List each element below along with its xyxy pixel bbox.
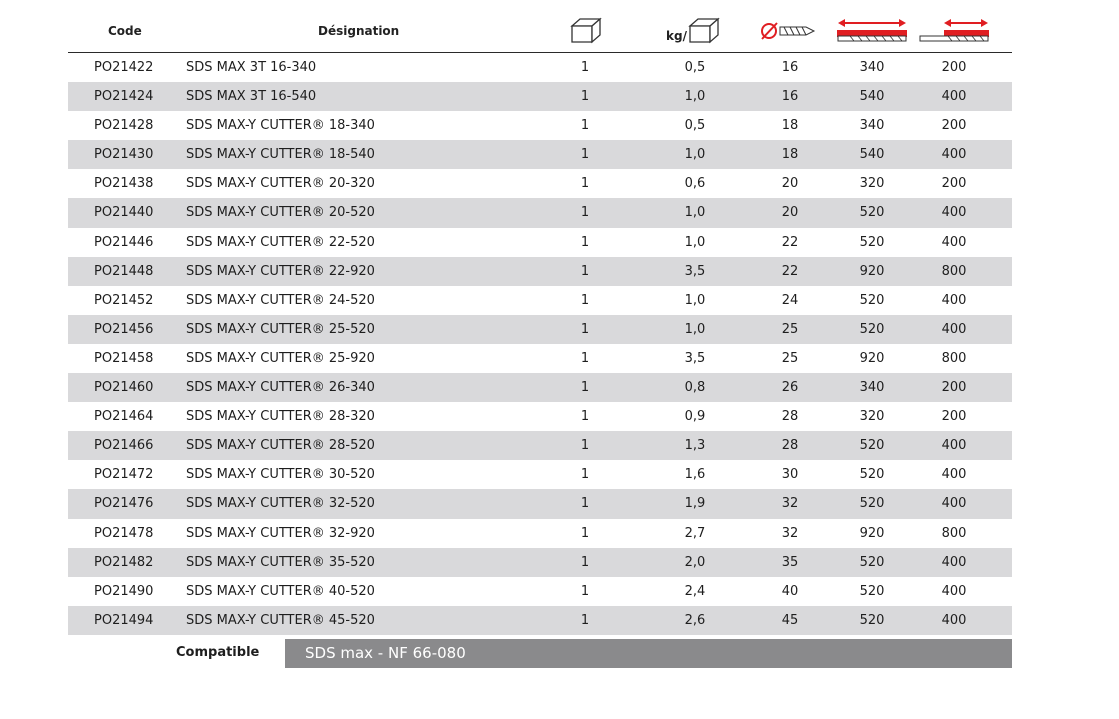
cell-diameter: 40 xyxy=(781,583,799,599)
cell-working-length: 400 xyxy=(941,234,967,250)
cell-code: PO21448 xyxy=(94,263,154,279)
cell-code: PO21472 xyxy=(94,467,154,483)
cell-working-length: 200 xyxy=(941,60,967,75)
cell-designation: SDS MAX-Y CUTTER® 40-520 xyxy=(186,583,375,599)
cell-length: 540 xyxy=(859,147,885,163)
cell-designation: SDS MAX-Y CUTTER® 28-320 xyxy=(186,409,375,425)
cell-length: 340 xyxy=(859,118,885,134)
cell-weight: 1,0 xyxy=(684,292,706,308)
cell-code: PO21478 xyxy=(94,525,154,541)
cell-quantity: 1 xyxy=(580,525,590,541)
cell-quantity: 1 xyxy=(580,350,590,366)
diameter-drill-icon xyxy=(760,20,816,42)
cell-designation: SDS MAX-Y CUTTER® 32-520 xyxy=(186,496,375,512)
header-weight: kg/ xyxy=(666,29,687,43)
cell-working-length: 400 xyxy=(941,438,967,454)
cell-designation: SDS MAX-Y CUTTER® 28-520 xyxy=(186,438,375,454)
cell-quantity: 1 xyxy=(580,147,590,163)
table-row xyxy=(68,286,1012,315)
cell-working-length: 800 xyxy=(941,263,967,279)
cell-diameter: 16 xyxy=(781,89,799,105)
cell-weight: 1,6 xyxy=(684,467,706,483)
table-row xyxy=(68,548,1012,577)
cell-working-length: 400 xyxy=(941,612,967,628)
cell-quantity: 1 xyxy=(580,612,590,628)
cell-diameter: 32 xyxy=(781,496,799,512)
cell-code: PO21446 xyxy=(94,234,154,250)
cell-code: PO21490 xyxy=(94,583,154,599)
cell-code: PO21482 xyxy=(94,554,154,570)
cell-length: 520 xyxy=(859,583,885,599)
cell-weight: 1,0 xyxy=(684,321,706,337)
table-row xyxy=(68,53,1012,82)
compatible-value: SDS max - NF 66-080 xyxy=(305,644,466,662)
cell-length: 520 xyxy=(859,234,885,250)
cell-length: 520 xyxy=(859,467,885,483)
cell-working-length: 400 xyxy=(941,321,967,337)
table-row xyxy=(68,344,1012,373)
table-row xyxy=(68,111,1012,140)
cell-diameter: 35 xyxy=(781,554,799,570)
cell-diameter: 22 xyxy=(781,234,799,250)
cell-designation: SDS MAX-Y CUTTER® 25-920 xyxy=(186,350,375,366)
cell-weight: 0,8 xyxy=(684,380,706,396)
box-icon xyxy=(570,16,602,44)
cell-diameter: 16 xyxy=(781,60,799,75)
cell-designation: SDS MAX 3T 16-340 xyxy=(186,60,317,75)
cell-working-length: 200 xyxy=(941,380,967,396)
cell-diameter: 30 xyxy=(781,467,799,483)
cell-weight: 0,5 xyxy=(684,60,706,75)
cell-working-length: 200 xyxy=(941,409,967,425)
cell-working-length: 400 xyxy=(941,496,967,512)
cell-quantity: 1 xyxy=(580,234,590,250)
table-row xyxy=(68,489,1012,518)
table-row xyxy=(68,82,1012,111)
total-length-icon xyxy=(836,16,908,44)
cell-quantity: 1 xyxy=(580,292,590,308)
cell-designation: SDS MAX-Y CUTTER® 18-540 xyxy=(186,147,375,163)
table-row xyxy=(68,519,1012,548)
cell-length: 340 xyxy=(859,60,885,75)
cell-length: 920 xyxy=(859,350,885,366)
cell-code: PO21424 xyxy=(94,89,154,105)
weight-box-icon xyxy=(688,16,720,44)
cell-weight: 3,5 xyxy=(684,263,706,279)
cell-code: PO21494 xyxy=(94,612,154,628)
cell-code: PO21458 xyxy=(94,350,154,366)
cell-designation: SDS MAX-Y CUTTER® 35-520 xyxy=(186,554,375,570)
cell-working-length: 800 xyxy=(941,525,967,541)
cell-length: 320 xyxy=(859,176,885,192)
cell-weight: 3,5 xyxy=(684,350,706,366)
cell-quantity: 1 xyxy=(580,554,590,570)
cell-weight: 0,9 xyxy=(684,409,706,425)
cell-code: PO21430 xyxy=(94,147,154,163)
cell-code: PO21466 xyxy=(94,438,154,454)
cell-weight: 2,7 xyxy=(684,525,706,541)
table-body xyxy=(68,53,1012,635)
cell-code: PO21452 xyxy=(94,292,154,308)
cell-length: 520 xyxy=(859,205,885,221)
cell-designation: SDS MAX-Y CUTTER® 22-520 xyxy=(186,234,375,250)
cell-code: PO21428 xyxy=(94,118,154,134)
cell-working-length: 400 xyxy=(941,554,967,570)
cell-quantity: 1 xyxy=(580,89,590,105)
cell-working-length: 400 xyxy=(941,147,967,163)
cell-quantity: 1 xyxy=(580,496,590,512)
cell-code: PO21440 xyxy=(94,205,154,221)
cell-weight: 1,0 xyxy=(684,234,706,250)
header-designation: Désignation xyxy=(318,24,400,38)
cell-code: PO21422 xyxy=(94,60,154,75)
cell-weight: 1,9 xyxy=(684,496,706,512)
cell-working-length: 800 xyxy=(941,350,967,366)
cell-working-length: 200 xyxy=(941,118,967,134)
cell-diameter: 20 xyxy=(781,205,799,221)
working-length-icon xyxy=(918,16,990,44)
cell-code: PO21460 xyxy=(94,380,154,396)
cell-diameter: 24 xyxy=(781,292,799,308)
cell-designation: SDS MAX-Y CUTTER® 22-920 xyxy=(186,263,375,279)
table-row xyxy=(68,140,1012,169)
cell-diameter: 25 xyxy=(781,321,799,337)
cell-diameter: 32 xyxy=(781,525,799,541)
cell-length: 320 xyxy=(859,409,885,425)
compatible-label: Compatible xyxy=(176,645,260,660)
table-row xyxy=(68,577,1012,606)
cell-diameter: 25 xyxy=(781,350,799,366)
cell-weight: 1,3 xyxy=(684,438,706,454)
cell-working-length: 400 xyxy=(941,467,967,483)
cell-weight: 1,0 xyxy=(684,89,706,105)
table-row xyxy=(68,315,1012,344)
table-row xyxy=(68,431,1012,460)
cell-weight: 1,0 xyxy=(684,147,706,163)
cell-designation: SDS MAX-Y CUTTER® 20-520 xyxy=(186,205,375,221)
cell-weight: 0,6 xyxy=(684,176,706,192)
cell-quantity: 1 xyxy=(580,263,590,279)
cell-weight: 2,0 xyxy=(684,554,706,570)
cell-diameter: 28 xyxy=(781,409,799,425)
cell-diameter: 18 xyxy=(781,147,799,163)
cell-working-length: 400 xyxy=(941,583,967,599)
cell-diameter: 45 xyxy=(781,612,799,628)
cell-length: 520 xyxy=(859,321,885,337)
cell-working-length: 400 xyxy=(941,205,967,221)
cell-working-length: 400 xyxy=(941,89,967,105)
cell-quantity: 1 xyxy=(580,438,590,454)
cell-quantity: 1 xyxy=(580,60,590,75)
cell-designation: SDS MAX 3T 16-540 xyxy=(186,89,317,105)
table-row xyxy=(68,460,1012,489)
cell-length: 920 xyxy=(859,525,885,541)
cell-weight: 2,4 xyxy=(684,583,706,599)
cell-weight: 2,6 xyxy=(684,612,706,628)
compatible-bar xyxy=(285,639,1012,668)
table-row xyxy=(68,606,1012,635)
cell-length: 520 xyxy=(859,438,885,454)
cell-diameter: 22 xyxy=(781,263,799,279)
cell-code: PO21456 xyxy=(94,321,154,337)
table-row xyxy=(68,228,1012,257)
table-row xyxy=(68,402,1012,431)
table-row xyxy=(68,373,1012,402)
cell-diameter: 20 xyxy=(781,176,799,192)
table-header xyxy=(68,0,1012,53)
cell-length: 540 xyxy=(859,89,885,105)
cell-working-length: 400 xyxy=(941,292,967,308)
compatibility-row xyxy=(68,639,1012,668)
cell-weight: 0,5 xyxy=(684,118,706,134)
cell-length: 520 xyxy=(859,292,885,308)
cell-designation: SDS MAX-Y CUTTER® 30-520 xyxy=(186,467,375,483)
cell-code: PO21438 xyxy=(94,176,154,192)
cell-quantity: 1 xyxy=(580,176,590,192)
cell-length: 920 xyxy=(859,263,885,279)
cell-designation: SDS MAX-Y CUTTER® 20-320 xyxy=(186,176,375,192)
cell-quantity: 1 xyxy=(580,321,590,337)
cell-designation: SDS MAX-Y CUTTER® 45-520 xyxy=(186,612,375,628)
cell-length: 520 xyxy=(859,496,885,512)
cell-quantity: 1 xyxy=(580,118,590,134)
cell-diameter: 26 xyxy=(781,380,799,396)
cell-length: 340 xyxy=(859,380,885,396)
cell-diameter: 28 xyxy=(781,438,799,454)
cell-designation: SDS MAX-Y CUTTER® 24-520 xyxy=(186,292,375,308)
cell-designation: SDS MAX-Y CUTTER® 25-520 xyxy=(186,321,375,337)
cell-code: PO21476 xyxy=(94,496,154,512)
header-code: Code xyxy=(108,24,142,38)
cell-quantity: 1 xyxy=(580,409,590,425)
cell-quantity: 1 xyxy=(580,205,590,221)
table-row xyxy=(68,169,1012,198)
cell-length: 520 xyxy=(859,554,885,570)
cell-designation: SDS MAX-Y CUTTER® 26-340 xyxy=(186,380,375,396)
cell-quantity: 1 xyxy=(580,380,590,396)
cell-working-length: 200 xyxy=(941,176,967,192)
product-table xyxy=(68,0,1012,635)
cell-length: 520 xyxy=(859,612,885,628)
table-row xyxy=(68,257,1012,286)
cell-diameter: 18 xyxy=(781,118,799,134)
cell-designation: SDS MAX-Y CUTTER® 32-920 xyxy=(186,525,375,541)
table-row xyxy=(68,198,1012,227)
cell-code: PO21464 xyxy=(94,409,154,425)
cell-quantity: 1 xyxy=(580,583,590,599)
cell-weight: 1,0 xyxy=(684,205,706,221)
cell-quantity: 1 xyxy=(580,467,590,483)
cell-designation: SDS MAX-Y CUTTER® 18-340 xyxy=(186,118,375,134)
